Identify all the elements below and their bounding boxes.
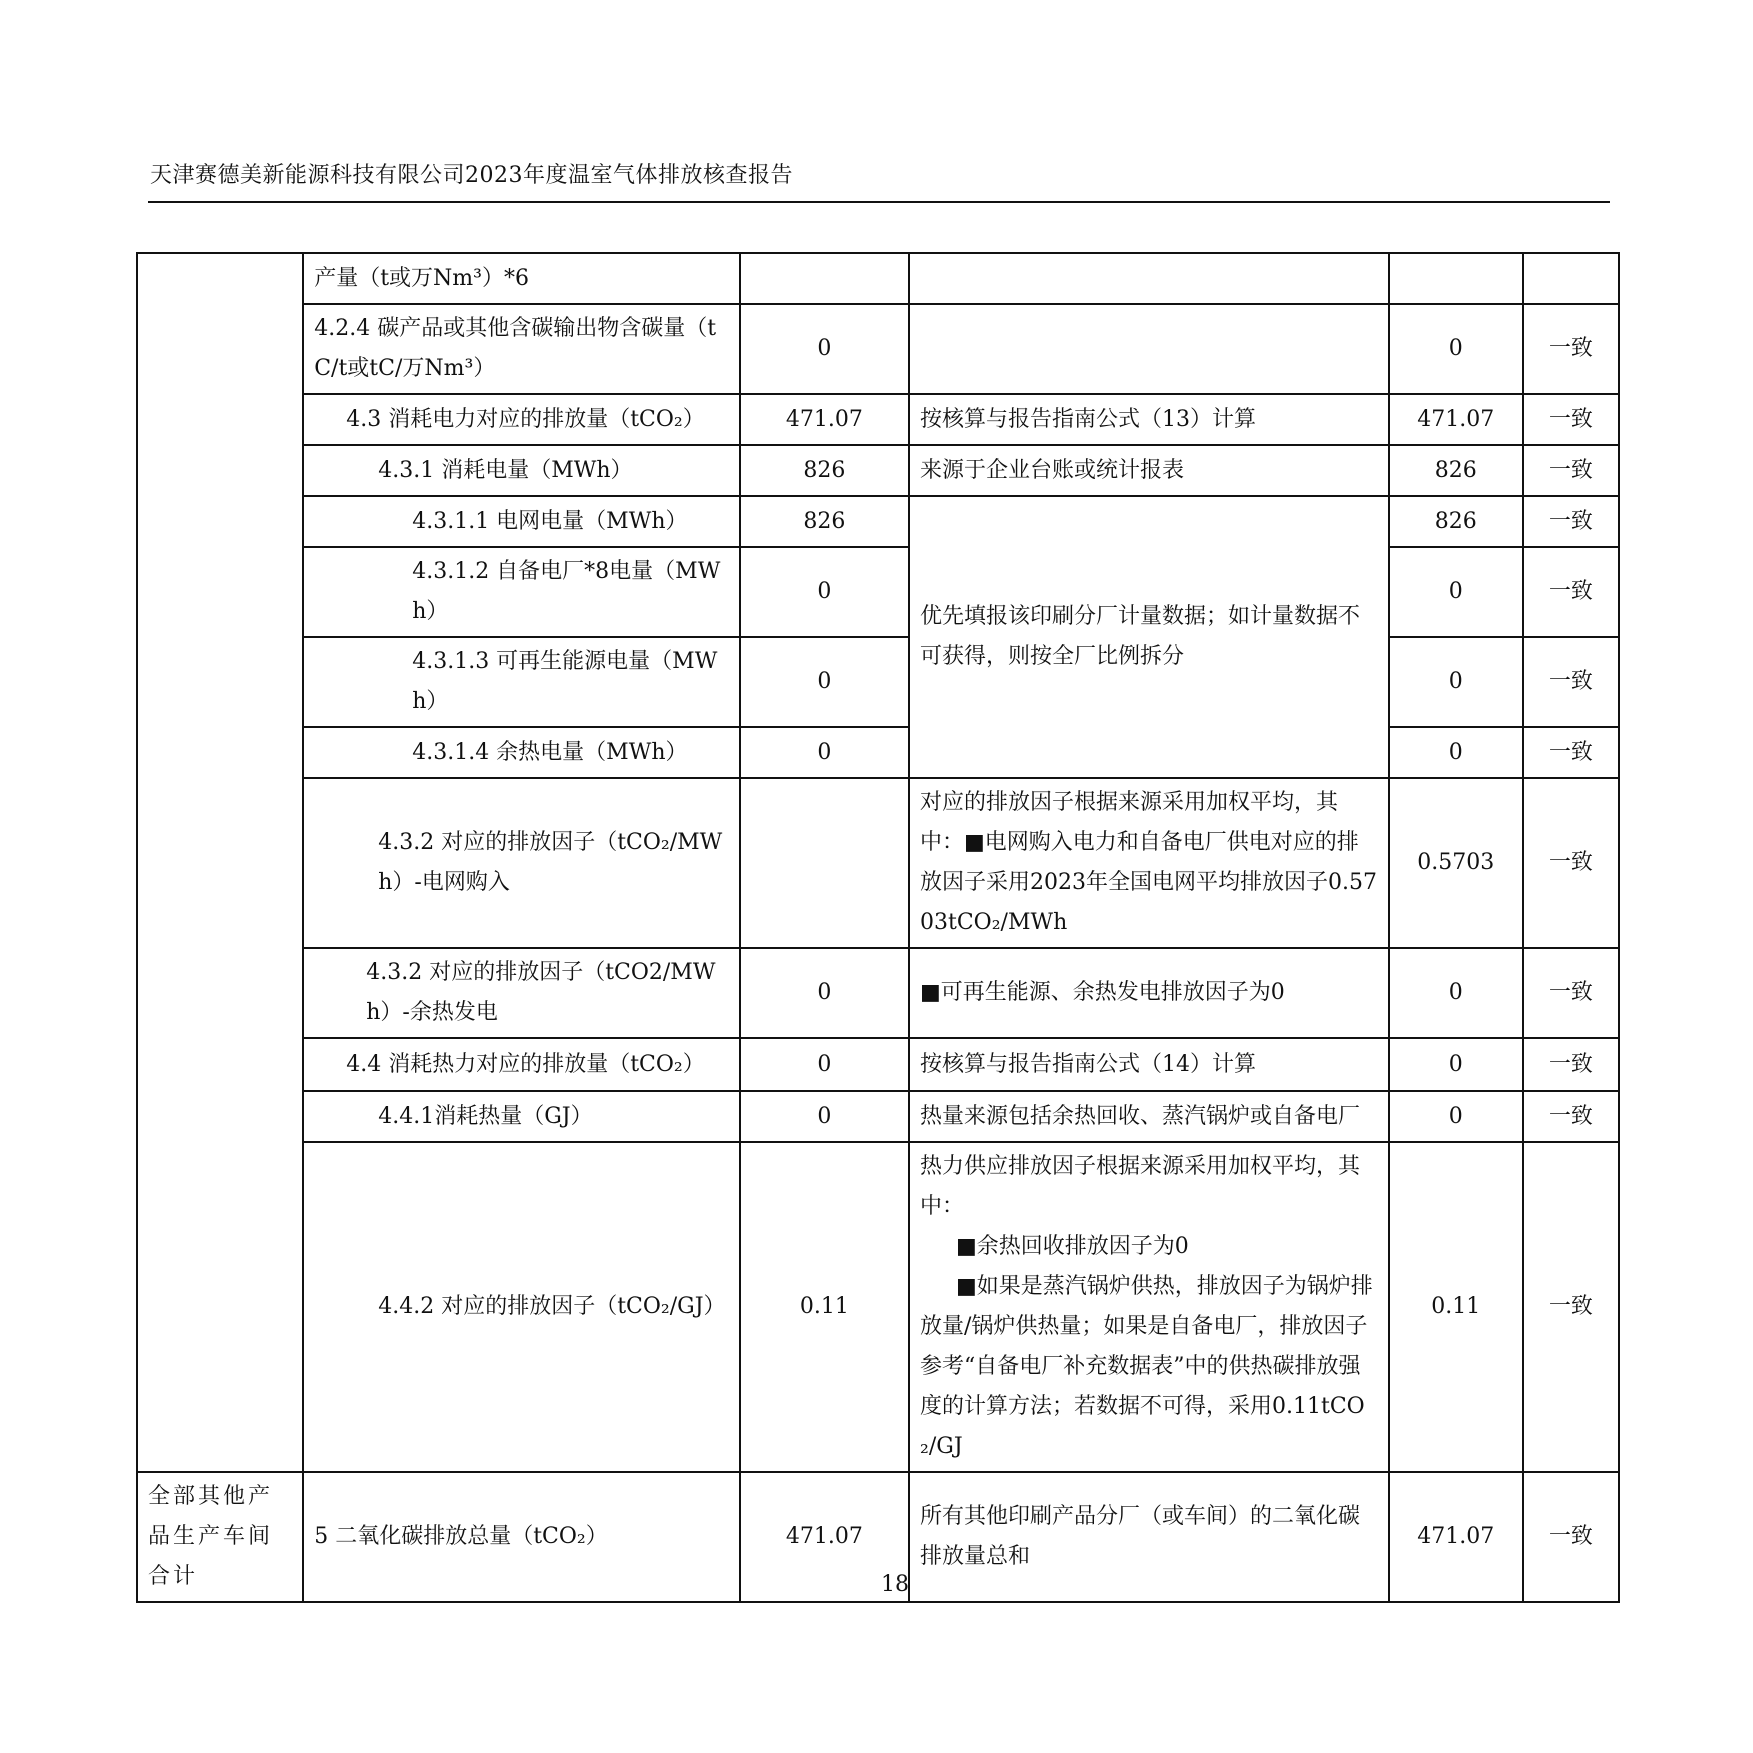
reported-cell: 0 <box>740 1091 909 1142</box>
conclusion-cell: 一致 <box>1523 547 1619 637</box>
item-cell: 4.4.2 对应的排放因子（tCO₂/GJ） <box>303 1142 740 1472</box>
source-cell: 热量来源包括余热回收、蒸汽锅炉或自备电厂 <box>909 1091 1389 1142</box>
table-row <box>137 778 1619 948</box>
reported-cell: 0 <box>740 727 909 778</box>
verified-cell: 0.5703 <box>1389 778 1523 948</box>
item-cell: 4.3.1.1 电网电量（MWh） <box>303 496 740 547</box>
source-cell <box>909 253 1389 304</box>
group-cell: 全部其他产品生产车间合计 <box>137 1472 303 1602</box>
reported-cell <box>740 778 909 948</box>
item-cell: 4.4 消耗热力对应的排放量（tCO₂） <box>303 1038 740 1091</box>
reported-cell: 826 <box>740 445 909 496</box>
source-cell-merged: 优先填报该印刷分厂计量数据；如计量数据不可获得，则按全厂比例拆分 <box>909 496 1389 778</box>
reported-cell: 0 <box>740 547 909 637</box>
emissions-table <box>136 252 1620 1603</box>
item-cell: 5 二氧化碳排放总量（tCO₂） <box>303 1472 740 1602</box>
conclusion-cell: 一致 <box>1523 778 1619 948</box>
reported-cell: 471.07 <box>740 1472 909 1602</box>
reported-cell: 0 <box>740 637 909 727</box>
source-cell: 按核算与报告指南公式（13）计算 <box>909 394 1389 445</box>
group-cell-empty <box>137 253 303 1472</box>
verified-cell: 0 <box>1389 1038 1523 1091</box>
verified-cell: 0 <box>1389 637 1523 727</box>
table-row <box>137 1091 1619 1142</box>
conclusion-cell <box>1523 253 1619 304</box>
source-cell: ■可再生能源、余热发电排放因子为0 <box>909 948 1389 1038</box>
conclusion-cell: 一致 <box>1523 394 1619 445</box>
source-cell: 来源于企业台账或统计报表 <box>909 445 1389 496</box>
table-row <box>137 394 1619 445</box>
item-cell: 4.3.1.4 余热电量（MWh） <box>303 727 740 778</box>
conclusion-cell: 一致 <box>1523 1472 1619 1602</box>
header-rule <box>148 201 1610 203</box>
reported-cell <box>740 253 909 304</box>
source-cell <box>909 304 1389 394</box>
reported-cell: 471.07 <box>740 394 909 445</box>
reported-cell: 0 <box>740 948 909 1038</box>
verified-cell: 0 <box>1389 727 1523 778</box>
source-cell: 对应的排放因子根据来源采用加权平均，其中：■电网购入电力和自备电厂供电对应的排放因子采用2023年全国电网平均排放因子0.5703tCO₂/MWh <box>909 778 1389 948</box>
verified-cell: 0 <box>1389 304 1523 394</box>
source-line: 热力供应排放因子根据来源采用加权平均，其中： <box>920 1154 1361 1219</box>
item-cell: 产量（t或万Nm³）*6 <box>303 253 740 304</box>
item-cell: 4.3.2 对应的排放因子（tCO₂/MWh）-电网购入 <box>303 778 740 948</box>
reported-cell: 0.11 <box>740 1142 909 1472</box>
reported-cell: 0 <box>740 1038 909 1091</box>
reported-cell: 826 <box>740 496 909 547</box>
source-cell: 按核算与报告指南公式（14）计算 <box>909 1038 1389 1091</box>
table-row <box>137 727 1619 778</box>
verified-cell: 471.07 <box>1389 1472 1523 1602</box>
table-row <box>137 637 1619 727</box>
verified-cell: 0 <box>1389 1091 1523 1142</box>
verified-cell: 471.07 <box>1389 394 1523 445</box>
reported-cell: 0 <box>740 304 909 394</box>
conclusion-cell: 一致 <box>1523 1091 1619 1142</box>
conclusion-cell: 一致 <box>1523 304 1619 394</box>
table-row <box>137 1038 1619 1091</box>
verified-cell: 0 <box>1389 547 1523 637</box>
page-number: 18 <box>881 1572 909 1597</box>
item-cell: 4.2.4 碳产品或其他含碳输出物含碳量（tC/t或tC/万Nm³） <box>303 304 740 394</box>
table-row <box>137 948 1619 1038</box>
item-cell: 4.3 消耗电力对应的排放量（tCO₂） <box>303 394 740 445</box>
table-row <box>137 1142 1619 1472</box>
conclusion-cell: 一致 <box>1523 727 1619 778</box>
item-cell: 4.3.2 对应的排放因子（tCO2/MWh）-余热发电 <box>303 948 740 1038</box>
table-row <box>137 496 1619 547</box>
report-header-title: 天津赛德美新能源科技有限公司2023年度温室气体排放核查报告 <box>150 163 793 188</box>
source-cell <box>909 1142 1389 1472</box>
table-row <box>137 445 1619 496</box>
item-cell: 4.3.1 消耗电量（MWh） <box>303 445 740 496</box>
source-line: ■余热回收排放因子为0 <box>956 1234 1189 1259</box>
source-line: ■如果是蒸汽锅炉供热，排放因子为锅炉排放量/锅炉供热量；如果是自备电厂，排放因子参考“自备电厂补充数据表”中的供热碳排放强度的计算方法；若数据不可得，采用0.11tCO₂/GJ <box>920 1274 1373 1459</box>
source-cell: 所有其他印刷产品分厂（或车间）的二氧化碳排放量总和 <box>909 1472 1389 1602</box>
item-cell: 4.4.1消耗热量（GJ） <box>303 1091 740 1142</box>
item-cell: 4.3.1.2 自备电厂*8电量（MWh） <box>303 547 740 637</box>
table-row <box>137 547 1619 637</box>
verified-cell: 826 <box>1389 445 1523 496</box>
verified-cell: 0 <box>1389 948 1523 1038</box>
conclusion-cell: 一致 <box>1523 948 1619 1038</box>
table-row <box>137 253 1619 304</box>
conclusion-cell: 一致 <box>1523 445 1619 496</box>
verified-cell <box>1389 253 1523 304</box>
conclusion-cell: 一致 <box>1523 496 1619 547</box>
conclusion-cell: 一致 <box>1523 1038 1619 1091</box>
conclusion-cell: 一致 <box>1523 1142 1619 1472</box>
verified-cell: 0.11 <box>1389 1142 1523 1472</box>
item-cell: 4.3.1.3 可再生能源电量（MWh） <box>303 637 740 727</box>
conclusion-cell: 一致 <box>1523 637 1619 727</box>
verified-cell: 826 <box>1389 496 1523 547</box>
table-row <box>137 304 1619 394</box>
